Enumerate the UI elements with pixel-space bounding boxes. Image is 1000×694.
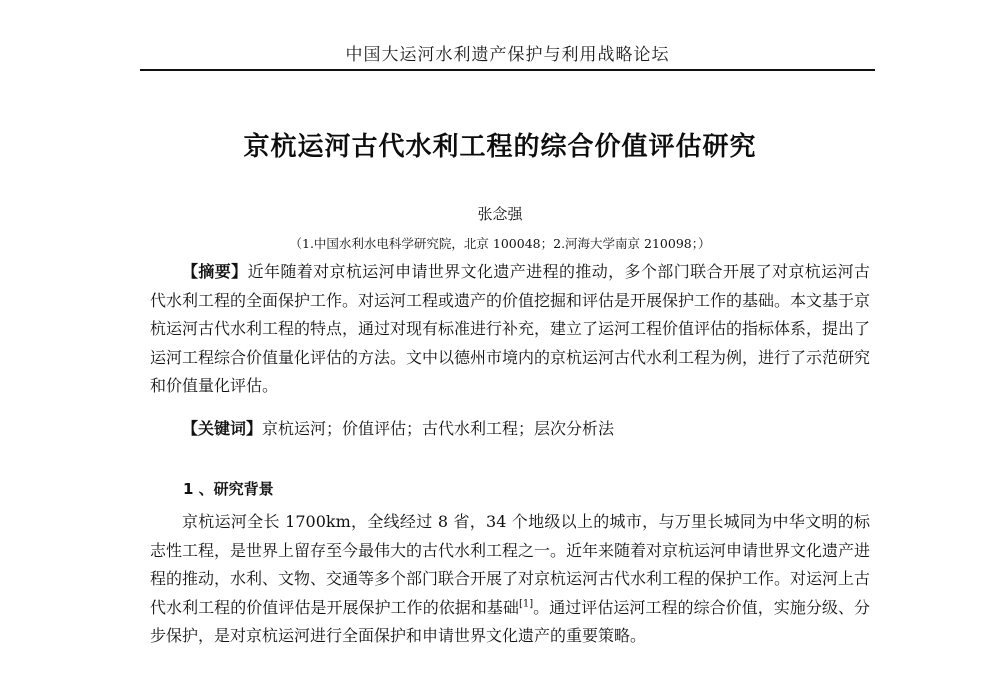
affiliation: （1.中国水利水电科学研究院，北京 100048；2.河海大学南京 210098；） bbox=[289, 236, 711, 251]
abstract-paragraph bbox=[150, 258, 870, 401]
body-text: 京杭运河全长 1700km，全线经过 8 省，34 个地级以上的城市，与万里长城同为中华文明的标志性工程，是世界上留存至今最伟大的古代水利工程之一。近年来随着对京杭运河申请世界文化遗产进程的推动，水利、文物、交通等多个部门联合开展了对京杭运河古代水利工程的保护工作。对运河上古代水利工程的价值评估是开展保护工作的依据和基础 bbox=[150, 512, 871, 617]
keywords-paragraph bbox=[150, 415, 870, 444]
keywords-text: 京杭运河；价值评估；古代水利工程；层次分析法 bbox=[262, 419, 615, 438]
abstract-text: 近年随着对京杭运河申请世界文化遗产进程的推动，多个部门联合开展了对京杭运河古代水利工程的全面保护工作。对运河工程或遗产的价值挖掘和评估是开展保护工作的基础。本文基于京杭运河古代水利工程的特点，通过对现有标准进行补充，建立了运河工程价值评估的指标体系，提出了运河工程综合价值量化评估的方法。文中以德州市境内的京杭运河古代水利工程为例，进行了示范研究和价值量化评估。 bbox=[150, 262, 871, 395]
abstract-label: 【摘要】 bbox=[182, 262, 248, 281]
section-heading: 1 、研究背景 bbox=[183, 480, 274, 498]
keywords-label: 【关键词】 bbox=[182, 419, 263, 438]
paper-title: 京杭运河古代水利工程的综合价值评估研究 bbox=[243, 132, 757, 162]
body-paragraph bbox=[150, 508, 870, 651]
keywords bbox=[150, 415, 870, 444]
author: 张念强 bbox=[477, 205, 523, 223]
citation-ref[interactable]: [1] bbox=[518, 598, 534, 610]
section-body bbox=[150, 508, 870, 651]
abstract bbox=[150, 258, 870, 401]
running-head: 中国大运河水利遗产保护与利用战略论坛 bbox=[345, 45, 670, 65]
header-rule bbox=[140, 69, 875, 71]
body-text-continued: 。通过评估运河工程的综合价值，实施分级、分步保护，是对京杭运河进行全面保护和申请世界文化遗产的重要策略。 bbox=[150, 597, 870, 645]
